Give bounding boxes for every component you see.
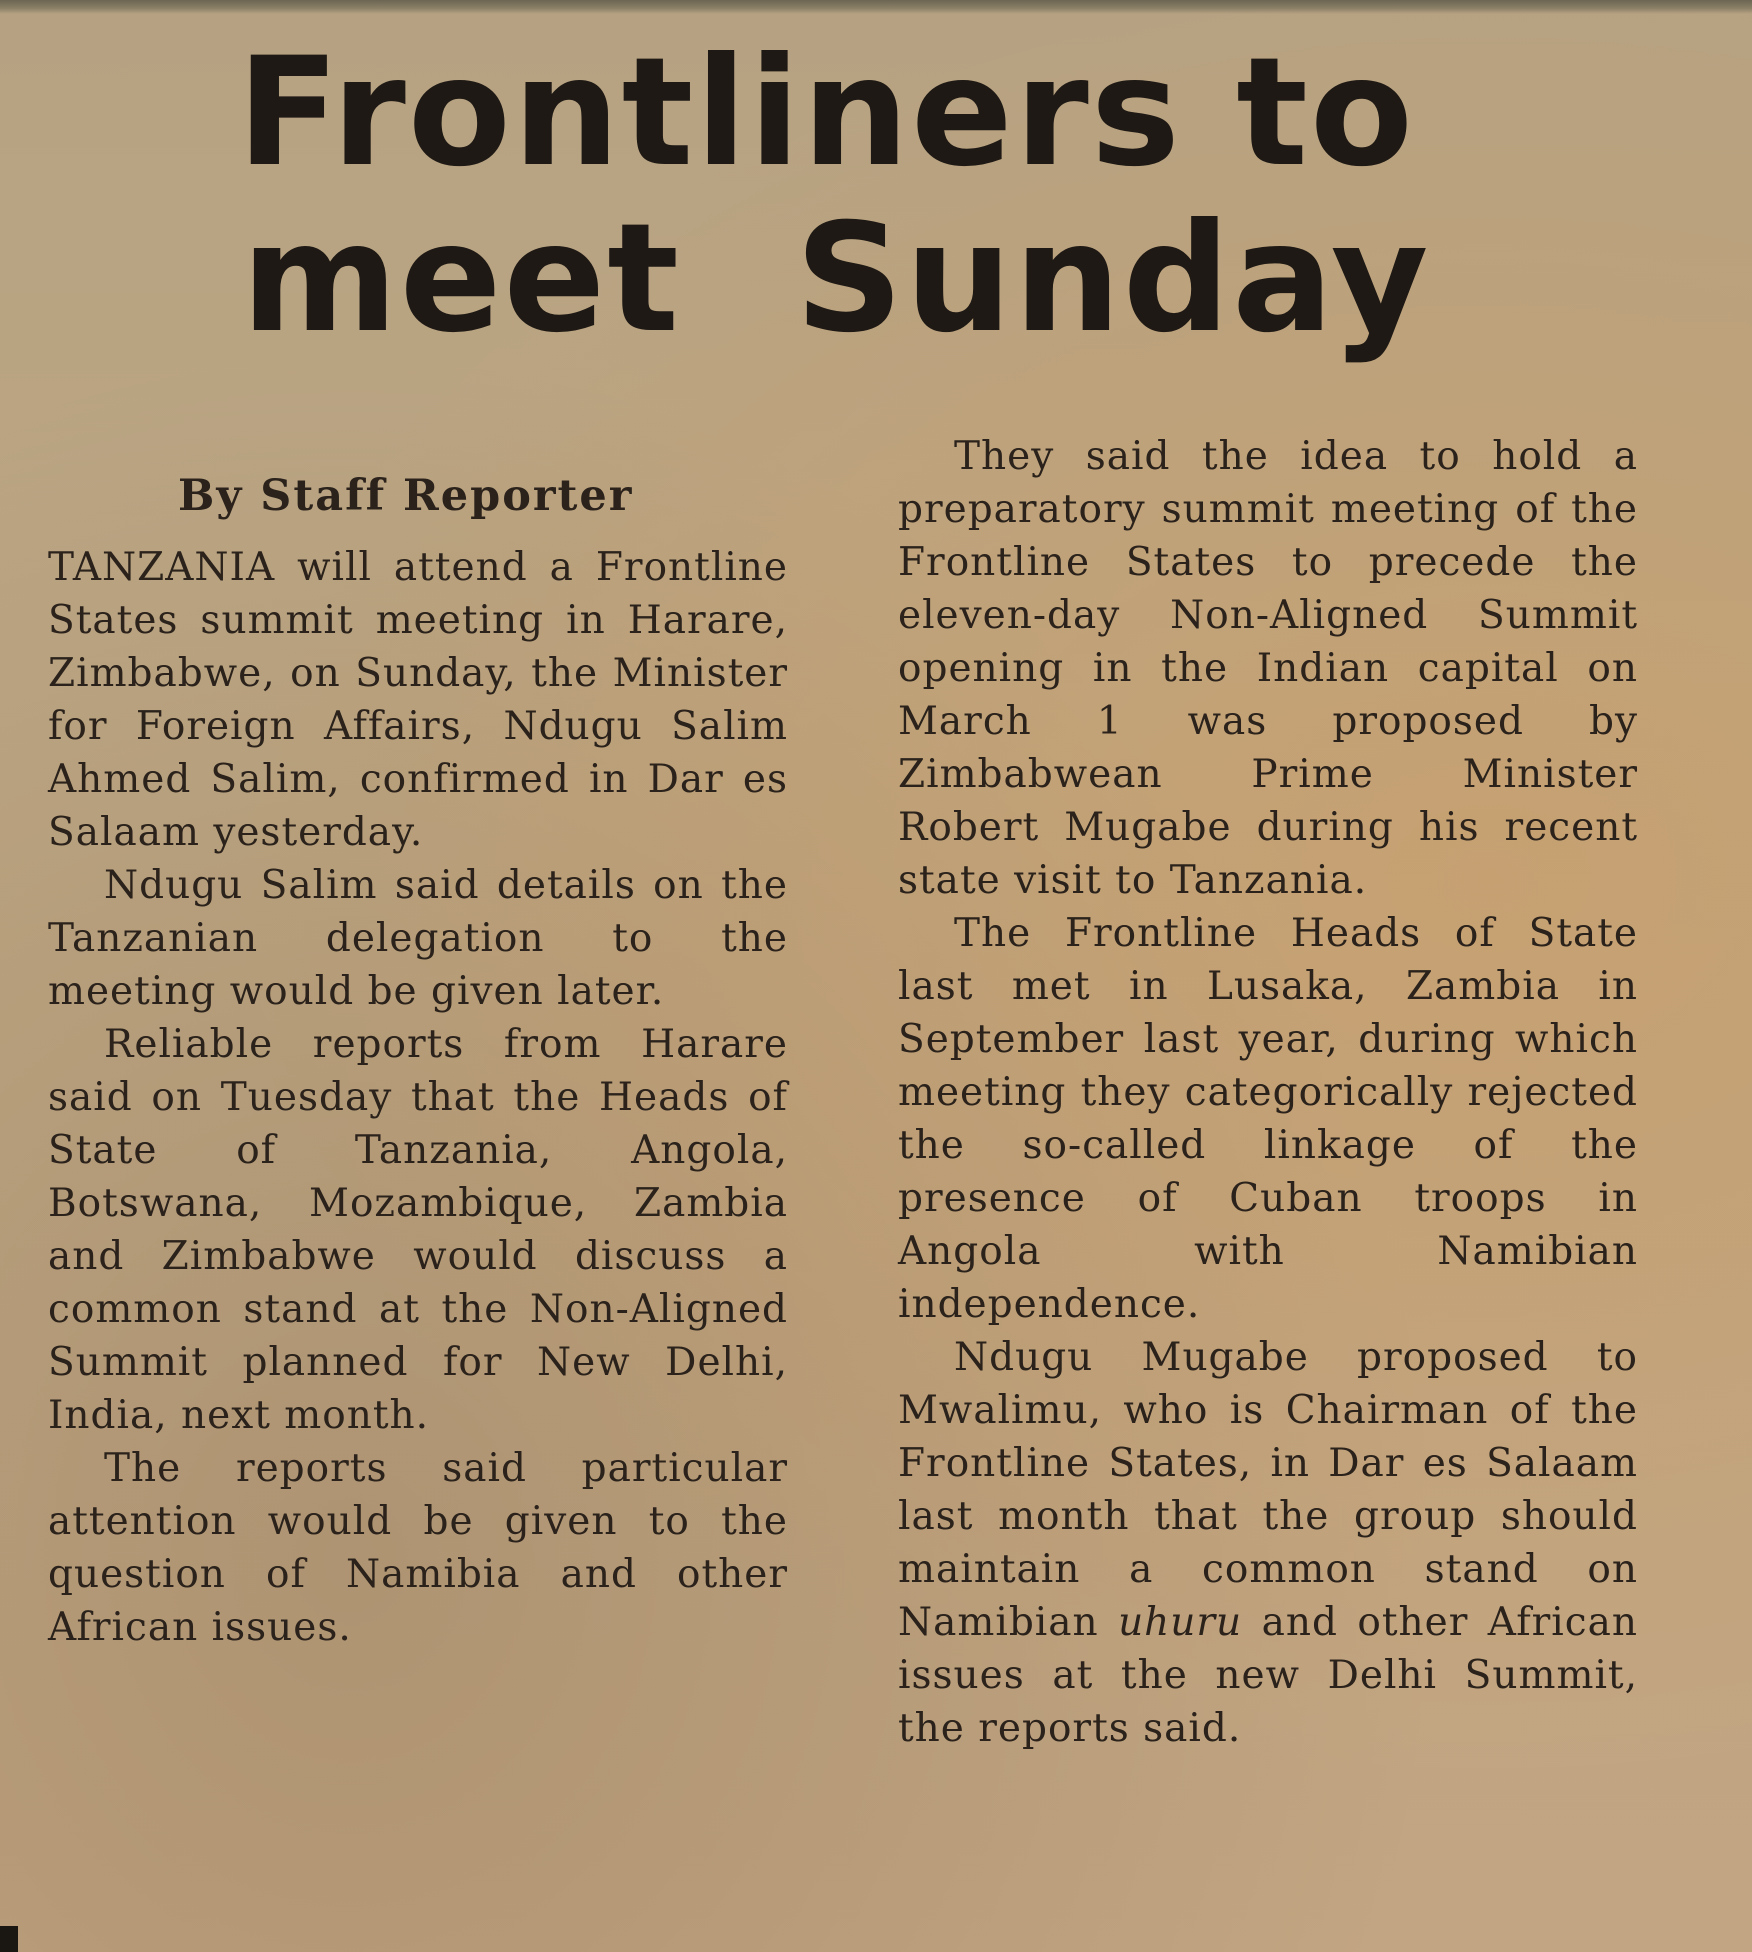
article-paragraph: [48, 541, 788, 859]
headline: [0, 26, 1752, 366]
headline-line-2: meet Sunday: [241, 192, 1431, 366]
paragraph-text: and other African issues at the new Delhi Summit, the reports said.: [898, 1600, 1638, 1751]
article-paragraph: [898, 1331, 1638, 1755]
byline: By Staff Reporter: [178, 471, 634, 521]
clipping-top-edge: [0, 0, 1752, 14]
headline-line-1: Frontliners to: [237, 26, 1415, 200]
article-paragraph: The reports said particular attention would be given to the question of Namibia and other African issues.: [48, 1446, 788, 1650]
article-paragraph: Reliable reports from Harare said on Tuesday that the Heads of State of Tanzania, Angola, Botswana, Mozambique, Zambia and Zimbabwe would discuss a common stand at the Non-Aligned Summit planned for New Delhi, India, next month.: [48, 1022, 788, 1438]
paragraph-text: Ndugu Mugabe proposed to Mwalimu, who is Chairman of the Frontline States, in Dar es Salaam last month that the group should maintain a common stand on Namibian: [898, 1335, 1638, 1645]
article-paragraph: They said the idea to hold a preparatory summit meeting of the Frontline States to precede the eleven-day Non-Aligned Summit opening in the Indian capital on March 1 was proposed by Zimbabwean Prime Minister Robert Mugabe during his recent state visit to Tanzania.: [898, 434, 1638, 903]
article-paragraph: Ndugu Salim said details on the Tanzanian delegation to the meeting would be given later.: [48, 863, 788, 1014]
corner-mark: [0, 1926, 18, 1952]
paragraph-text: will attend a Frontline States summit meeting in Harare, Zimbabwe, on Sunday, the Minister for Foreign Affairs, Ndugu Salim Ahmed Salim, confirmed in Dar es Salaam yesterday.: [48, 545, 788, 855]
italic-word: uhuru: [1118, 1600, 1243, 1645]
article-column-right: [898, 430, 1638, 1755]
paragraph-lead-word: TANZANIA: [48, 545, 276, 590]
article-column-left: [48, 470, 788, 1654]
article-paragraph: The Frontline Heads of State last met in Lusaka, Zambia in September last year, during which meeting they categorically rejected the so-called linkage of the presence of Cuban troops in Angola with Namibian independence.: [898, 911, 1638, 1327]
